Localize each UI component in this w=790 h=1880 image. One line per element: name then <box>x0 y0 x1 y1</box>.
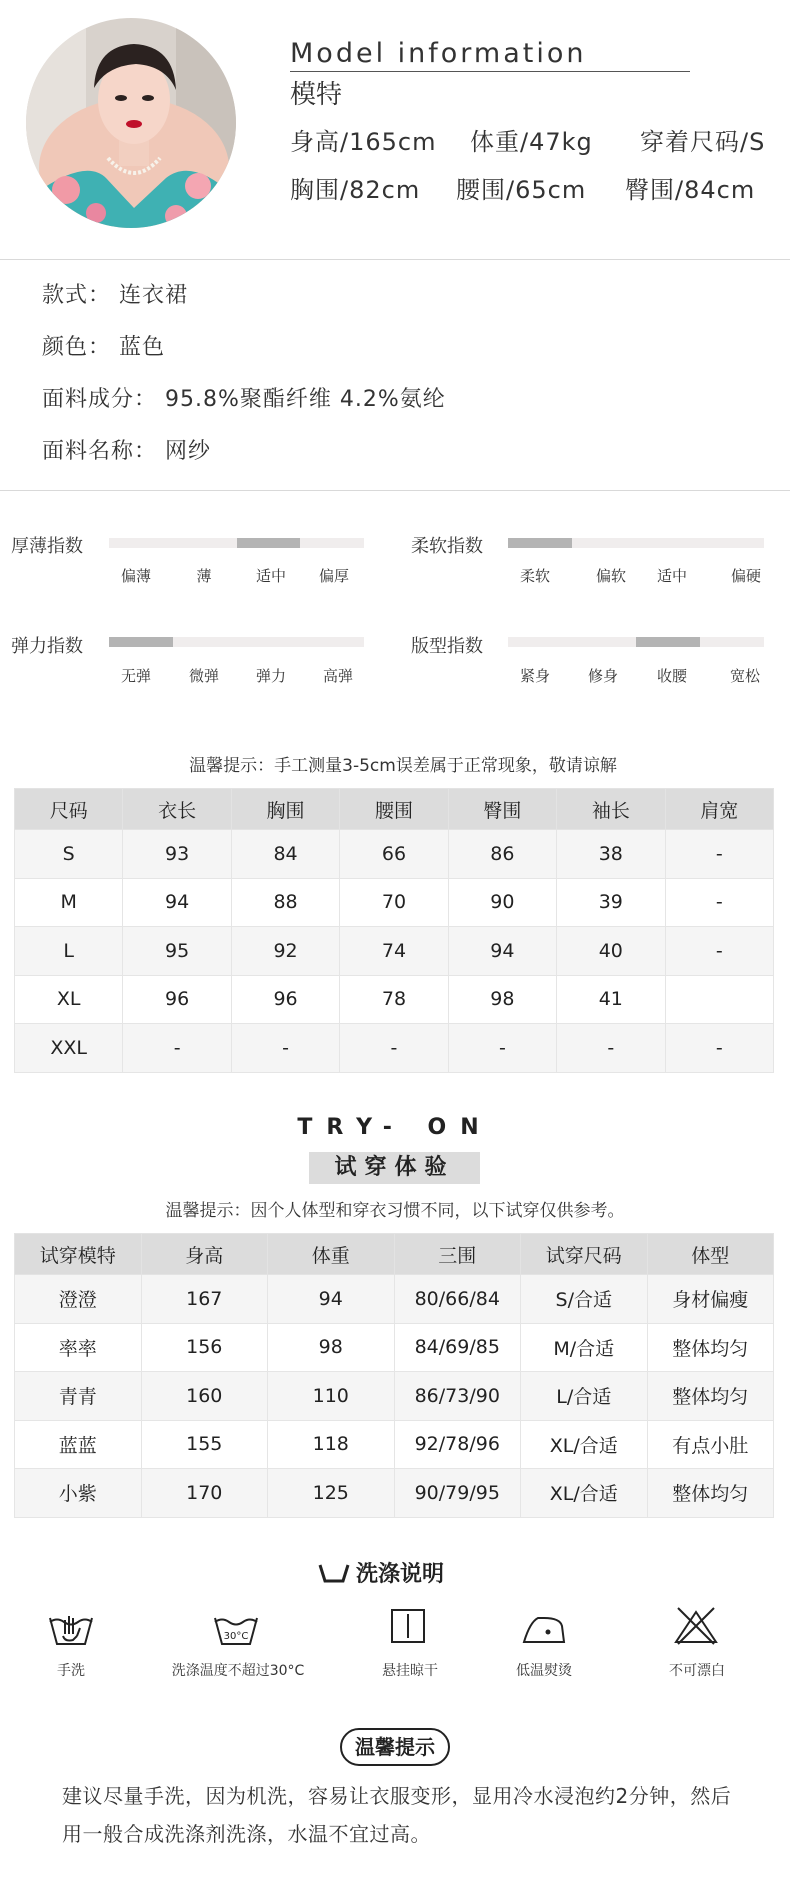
table-cell: 整体均匀 <box>647 1469 774 1518</box>
table-cell: 66 <box>340 830 448 879</box>
wash-label: 悬挂晾干 <box>382 1663 438 1679</box>
elasticity-option: 弹力 <box>255 667 287 685</box>
table-cell: 整体均匀 <box>647 1323 774 1372</box>
table-cell: XL <box>15 975 123 1024</box>
no-bleach-icon <box>672 1606 720 1646</box>
table-cell: 澄澄 <box>15 1275 142 1324</box>
tips-text-line: 建议尽量手洗，因为机洗，容易让衣服变形，显用冷水浸泡约2分钟，然后 <box>62 1784 732 1808</box>
hang-dry-icon <box>384 1606 432 1646</box>
tryon-heading: TRY- ON <box>297 1115 493 1140</box>
thickness-option: 薄 <box>196 567 212 585</box>
hand-wash-icon <box>47 1608 95 1648</box>
softness-index-track <box>508 538 764 548</box>
wash-label: 不可漂白 <box>669 1663 725 1679</box>
model-waist: 腰围/65cm <box>456 176 587 204</box>
fit-index-label: 版型指数 <box>411 636 483 657</box>
table-cell: S <box>15 830 123 879</box>
table-cell: 96 <box>231 975 339 1024</box>
tryon-col-header: 试穿模特 <box>15 1234 142 1275</box>
wash-label: 低温熨烫 <box>516 1663 572 1679</box>
fit-option: 宽松 <box>729 667 761 685</box>
table-row <box>15 1024 774 1073</box>
table-cell: 92/78/96 <box>394 1420 521 1469</box>
tryon-table <box>14 1233 774 1518</box>
table-cell: 青青 <box>15 1372 142 1421</box>
model-info-subtitle: 模特 <box>290 80 343 110</box>
thickness-index-fill <box>237 538 301 548</box>
thickness-option: 偏薄 <box>120 567 152 585</box>
table-cell: 蓝蓝 <box>15 1420 142 1469</box>
table-cell: 84 <box>231 830 339 879</box>
table-cell: 身材偏瘦 <box>647 1275 774 1324</box>
table-cell: XL/合适 <box>521 1420 648 1469</box>
section-divider <box>0 259 790 260</box>
table-cell: 88 <box>231 878 339 927</box>
size-measure-note: 温馨提示：手工测量3-5cm误差属于正常现象，敬请谅解 <box>189 756 617 776</box>
table-cell: - <box>340 1024 448 1073</box>
table-cell: 98 <box>268 1323 395 1372</box>
table-cell: - <box>231 1024 339 1073</box>
fit-option: 收腰 <box>656 667 688 685</box>
tryon-col-header: 试穿尺码 <box>521 1234 648 1275</box>
size-col-header: 衣长 <box>123 789 231 830</box>
table-cell: 167 <box>141 1275 268 1324</box>
tryon-table-header <box>15 1234 774 1275</box>
iron-low-icon <box>520 1610 568 1650</box>
size-col-header: 肩宽 <box>665 789 773 830</box>
table-cell: 41 <box>557 975 665 1024</box>
table-row <box>15 1323 774 1372</box>
table-cell: 38 <box>557 830 665 879</box>
size-col-header: 腰围 <box>340 789 448 830</box>
table-cell: XXL <box>15 1024 123 1073</box>
tryon-col-header: 体重 <box>268 1234 395 1275</box>
softness-option: 柔软 <box>519 567 551 585</box>
table-cell: 155 <box>141 1420 268 1469</box>
table-cell: - <box>448 1024 556 1073</box>
table-cell: L <box>15 927 123 976</box>
table-cell: L/合适 <box>521 1372 648 1421</box>
wash-temp-text: 30°C <box>223 1631 249 1642</box>
tryon-col-header: 三围 <box>394 1234 521 1275</box>
model-weight: 体重/47kg <box>470 128 593 156</box>
fit-option: 修身 <box>587 667 619 685</box>
softness-option: 适中 <box>656 567 688 585</box>
table-cell: XL/合适 <box>521 1469 648 1518</box>
table-row <box>15 975 774 1024</box>
table-cell <box>665 975 773 1024</box>
size-col-header: 尺码 <box>15 789 123 830</box>
table-cell: 74 <box>340 927 448 976</box>
tips-text-line: 用一般合成洗涤剂洗涤，水温不宜过高。 <box>62 1822 431 1846</box>
size-table <box>14 788 774 1073</box>
table-cell: - <box>665 927 773 976</box>
table-cell: 整体均匀 <box>647 1372 774 1421</box>
elasticity-option: 高弹 <box>322 667 354 685</box>
table-row <box>15 1372 774 1421</box>
thickness-option: 偏厚 <box>318 567 350 585</box>
table-cell: 39 <box>557 878 665 927</box>
tryon-col-header: 体型 <box>647 1234 774 1275</box>
table-cell: 78 <box>340 975 448 1024</box>
table-cell: 90/79/95 <box>394 1469 521 1518</box>
wash-basin-icon <box>318 1561 350 1585</box>
model-size: 穿着尺码/S <box>640 128 766 156</box>
table-cell: - <box>665 1024 773 1073</box>
elasticity-option: 微弹 <box>188 667 220 685</box>
table-cell: 96 <box>123 975 231 1024</box>
table-cell: S/合适 <box>521 1275 648 1324</box>
elasticity-option: 无弹 <box>120 667 152 685</box>
table-cell: 90 <box>448 878 556 927</box>
model-hip: 臀围/84cm <box>625 176 756 204</box>
tryon-badge: 试穿体验 <box>309 1152 480 1184</box>
table-cell: M/合适 <box>521 1323 648 1372</box>
table-cell: 110 <box>268 1372 395 1421</box>
table-cell: - <box>557 1024 665 1073</box>
tryon-col-header: 身高 <box>141 1234 268 1275</box>
fit-index-fill <box>636 637 700 647</box>
table-cell: 有点小肚 <box>647 1420 774 1469</box>
table-cell: M <box>15 878 123 927</box>
table-cell: - <box>665 878 773 927</box>
table-cell: 92 <box>231 927 339 976</box>
table-cell: 94 <box>448 927 556 976</box>
table-cell: 小紫 <box>15 1469 142 1518</box>
table-row <box>15 878 774 927</box>
table-cell: - <box>123 1024 231 1073</box>
table-row <box>15 1420 774 1469</box>
section-divider <box>0 490 790 491</box>
model-info-title: Model information <box>290 38 587 69</box>
size-table-header <box>15 789 774 830</box>
size-col-header: 臀围 <box>448 789 556 830</box>
title-divider <box>290 71 690 72</box>
table-cell: 率率 <box>15 1323 142 1372</box>
elasticity-index-track <box>109 637 364 647</box>
thickness-index-track <box>109 538 364 548</box>
table-row <box>15 927 774 976</box>
softness-option: 偏软 <box>595 567 627 585</box>
wash-30-icon <box>212 1608 260 1648</box>
table-cell: 86 <box>448 830 556 879</box>
table-cell: 125 <box>268 1469 395 1518</box>
elasticity-index-fill <box>109 637 173 647</box>
size-col-header: 袖长 <box>557 789 665 830</box>
spec-fabric-name: 面料名称： 网纱 <box>42 439 211 464</box>
spec-style: 款式： 连衣裙 <box>42 283 188 308</box>
table-cell: 94 <box>268 1275 395 1324</box>
elasticity-index-label: 弹力指数 <box>11 636 83 657</box>
model-portrait-image <box>26 18 236 228</box>
table-cell: 80/66/84 <box>394 1275 521 1324</box>
wash-heading <box>318 1557 444 1588</box>
spec-composition: 面料成分： 95.8%聚酯纤维 4.2%氨纶 <box>42 387 446 412</box>
model-photo <box>26 18 236 228</box>
table-cell: 86/73/90 <box>394 1372 521 1421</box>
table-cell: 93 <box>123 830 231 879</box>
spec-color: 颜色： 蓝色 <box>42 335 165 360</box>
fit-option: 紧身 <box>519 667 551 685</box>
table-cell: 98 <box>448 975 556 1024</box>
model-bust: 胸围/82cm <box>290 176 421 204</box>
wash-heading-text: 洗涤说明 <box>356 1562 445 1587</box>
table-cell: 70 <box>340 878 448 927</box>
table-cell: 40 <box>557 927 665 976</box>
table-cell: 156 <box>141 1323 268 1372</box>
softness-index-label: 柔软指数 <box>411 536 483 557</box>
wash-label: 洗涤温度不超过30°C <box>171 1663 305 1679</box>
size-col-header: 胸围 <box>231 789 339 830</box>
table-row <box>15 1469 774 1518</box>
tryon-note: 温馨提示：因个人体型和穿衣习惯不同，以下试穿仅供参考。 <box>165 1201 625 1221</box>
softness-option: 偏硬 <box>730 567 762 585</box>
table-cell: - <box>665 830 773 879</box>
table-cell: 95 <box>123 927 231 976</box>
table-cell: 160 <box>141 1372 268 1421</box>
tips-title: 温馨提示 <box>340 1728 450 1766</box>
table-row <box>15 1275 774 1324</box>
model-height: 身高/165cm <box>290 128 437 156</box>
table-cell: 118 <box>268 1420 395 1469</box>
fit-index-track <box>508 637 764 647</box>
softness-index-fill <box>508 538 572 548</box>
table-cell: 84/69/85 <box>394 1323 521 1372</box>
thickness-option: 适中 <box>255 567 287 585</box>
table-cell: 170 <box>141 1469 268 1518</box>
wash-label: 手洗 <box>57 1663 85 1679</box>
thickness-index-label: 厚薄指数 <box>11 536 83 557</box>
table-row <box>15 830 774 879</box>
table-cell: 94 <box>123 878 231 927</box>
